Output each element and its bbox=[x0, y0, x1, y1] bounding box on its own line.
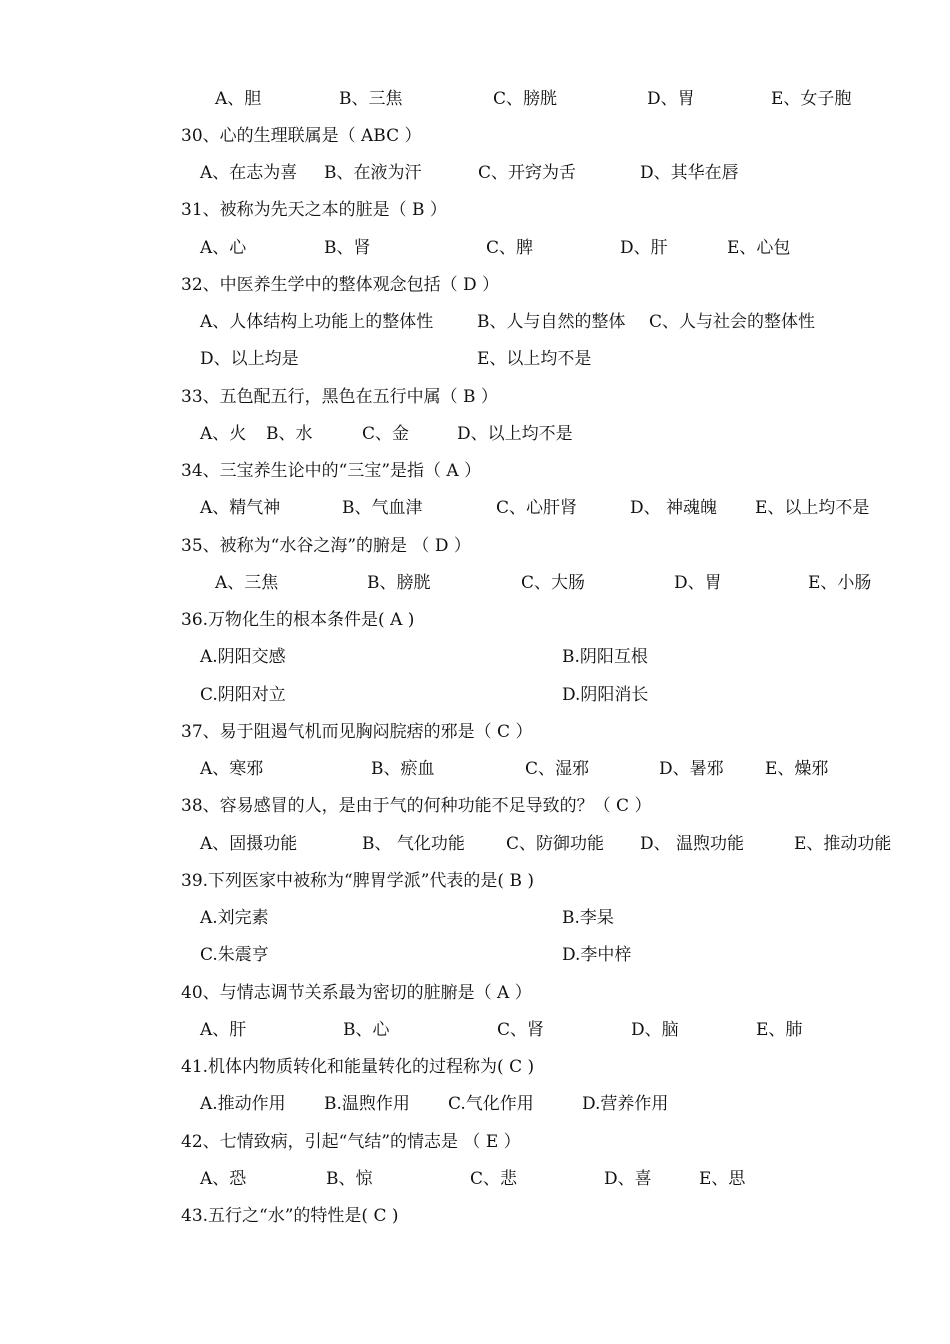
answer-option: D、胃 bbox=[674, 573, 722, 593]
answer-option: A、精气神 bbox=[200, 498, 281, 518]
question-text: 30、心的生理联属是（ ABC ） bbox=[181, 126, 422, 146]
answer-option: A、人体结构上功能上的整体性 bbox=[200, 312, 434, 332]
question-text: 39.下列医家中被称为“脾胃学派”代表的是( B ) bbox=[181, 871, 534, 891]
answer-option: C、金 bbox=[362, 424, 410, 444]
answer-option: E、以上均不是 bbox=[755, 498, 870, 518]
answer-option: B、 气化功能 bbox=[362, 834, 465, 854]
question-text: 42、七情致病，引起“气结”的情志是 （ E ） bbox=[181, 1132, 521, 1152]
answer-option: D、喜 bbox=[604, 1169, 652, 1189]
question-text: 33、五色配五行，黑色在五行中属（ B ） bbox=[181, 387, 498, 407]
answer-option: B、肾 bbox=[324, 238, 371, 258]
answer-option: B.温煦作用 bbox=[324, 1094, 410, 1114]
answer-option: D、以上均是 bbox=[200, 349, 299, 369]
answer-option: A、胆 bbox=[215, 89, 262, 109]
answer-option: B.李杲 bbox=[562, 908, 614, 928]
answer-option: C、人与社会的整体性 bbox=[649, 312, 816, 332]
question-text: 43.五行之“水”的特性是( C ) bbox=[181, 1206, 399, 1226]
answer-option: A、恐 bbox=[200, 1169, 247, 1189]
question-text: 34、三宝养生论中的“三宝”是指（ A ） bbox=[181, 461, 482, 481]
answer-option: B、惊 bbox=[326, 1169, 373, 1189]
answer-option: C.阴阳对立 bbox=[200, 685, 286, 705]
answer-option: A、固摄功能 bbox=[200, 834, 298, 854]
answer-option: B、水 bbox=[266, 424, 313, 444]
answer-option: D.阴阳消长 bbox=[562, 685, 649, 705]
question-text: 32、中医养生学中的整体观念包括（ D ） bbox=[181, 275, 500, 295]
answer-option: C、开窍为舌 bbox=[478, 163, 577, 183]
answer-option: B、瘀血 bbox=[371, 759, 435, 779]
answer-option: B、膀胱 bbox=[367, 573, 431, 593]
answer-option: C、肾 bbox=[497, 1020, 545, 1040]
answer-option: C、防御功能 bbox=[506, 834, 605, 854]
answer-option: A、在志为喜 bbox=[200, 163, 298, 183]
question-text: 41.机体内物质转化和能量转化的过程称为( C ) bbox=[181, 1057, 535, 1077]
question-text: 37、易于阻遏气机而见胸闷脘痞的邪是（ C ） bbox=[181, 722, 533, 742]
question-text: 38、容易感冒的人，是由于气的何种功能不足导致的？（ C ） bbox=[181, 796, 652, 816]
answer-option: C、湿邪 bbox=[525, 759, 590, 779]
answer-option: A、心 bbox=[200, 238, 247, 258]
answer-option: C、悲 bbox=[470, 1169, 518, 1189]
answer-option: B.阴阳互根 bbox=[562, 647, 648, 667]
answer-option: C.气化作用 bbox=[448, 1094, 534, 1114]
answer-option: D.营养作用 bbox=[582, 1094, 669, 1114]
answer-option: C、脾 bbox=[486, 238, 534, 258]
answer-option: B、心 bbox=[343, 1020, 390, 1040]
answer-option: E、推动功能 bbox=[794, 834, 892, 854]
question-text: 31、被称为先天之本的脏是（ B ） bbox=[181, 200, 447, 220]
answer-option: E、思 bbox=[699, 1169, 746, 1189]
answer-option: D.李中梓 bbox=[562, 945, 632, 965]
answer-option: D、以上均不是 bbox=[457, 424, 573, 444]
answer-option: A、三焦 bbox=[215, 573, 279, 593]
answer-option: A、寒邪 bbox=[200, 759, 264, 779]
answer-option: A.刘完素 bbox=[200, 908, 269, 928]
answer-option: C、心肝肾 bbox=[496, 498, 578, 518]
answer-option: D、 神魂魄 bbox=[630, 498, 718, 518]
answer-option: D、暑邪 bbox=[659, 759, 724, 779]
answer-option: D、其华在唇 bbox=[640, 163, 739, 183]
answer-option: B、在液为汗 bbox=[324, 163, 422, 183]
question-text: 40、与情志调节关系最为密切的脏腑是（ A ） bbox=[181, 983, 532, 1003]
answer-option: C.朱震亨 bbox=[200, 945, 269, 965]
answer-option: A.阴阳交感 bbox=[200, 647, 286, 667]
question-text: 35、被称为“水谷之海”的腑是 （ D ） bbox=[181, 536, 471, 556]
answer-option: D、 温煦功能 bbox=[640, 834, 745, 854]
answer-option: B、人与自然的整体 bbox=[477, 312, 626, 332]
answer-option: B、三焦 bbox=[339, 89, 403, 109]
answer-option: E、燥邪 bbox=[765, 759, 829, 779]
answer-option: E、肺 bbox=[756, 1020, 803, 1040]
answer-option: A、火 bbox=[200, 424, 247, 444]
question-text: 36.万物化生的根本条件是( A ) bbox=[181, 610, 415, 630]
answer-option: D、脑 bbox=[631, 1020, 679, 1040]
answer-option: A.推动作用 bbox=[200, 1094, 286, 1114]
answer-option: D、肝 bbox=[620, 238, 668, 258]
answer-option: E、小肠 bbox=[808, 573, 872, 593]
answer-option: D、胃 bbox=[647, 89, 695, 109]
answer-option: E、心包 bbox=[727, 238, 791, 258]
answer-option: C、膀胱 bbox=[493, 89, 558, 109]
answer-option: A、肝 bbox=[200, 1020, 247, 1040]
answer-option: B、气血津 bbox=[342, 498, 423, 518]
answer-option: E、以上均不是 bbox=[477, 349, 592, 369]
answer-option: C、大肠 bbox=[521, 573, 586, 593]
answer-option: E、女子胞 bbox=[771, 89, 852, 109]
